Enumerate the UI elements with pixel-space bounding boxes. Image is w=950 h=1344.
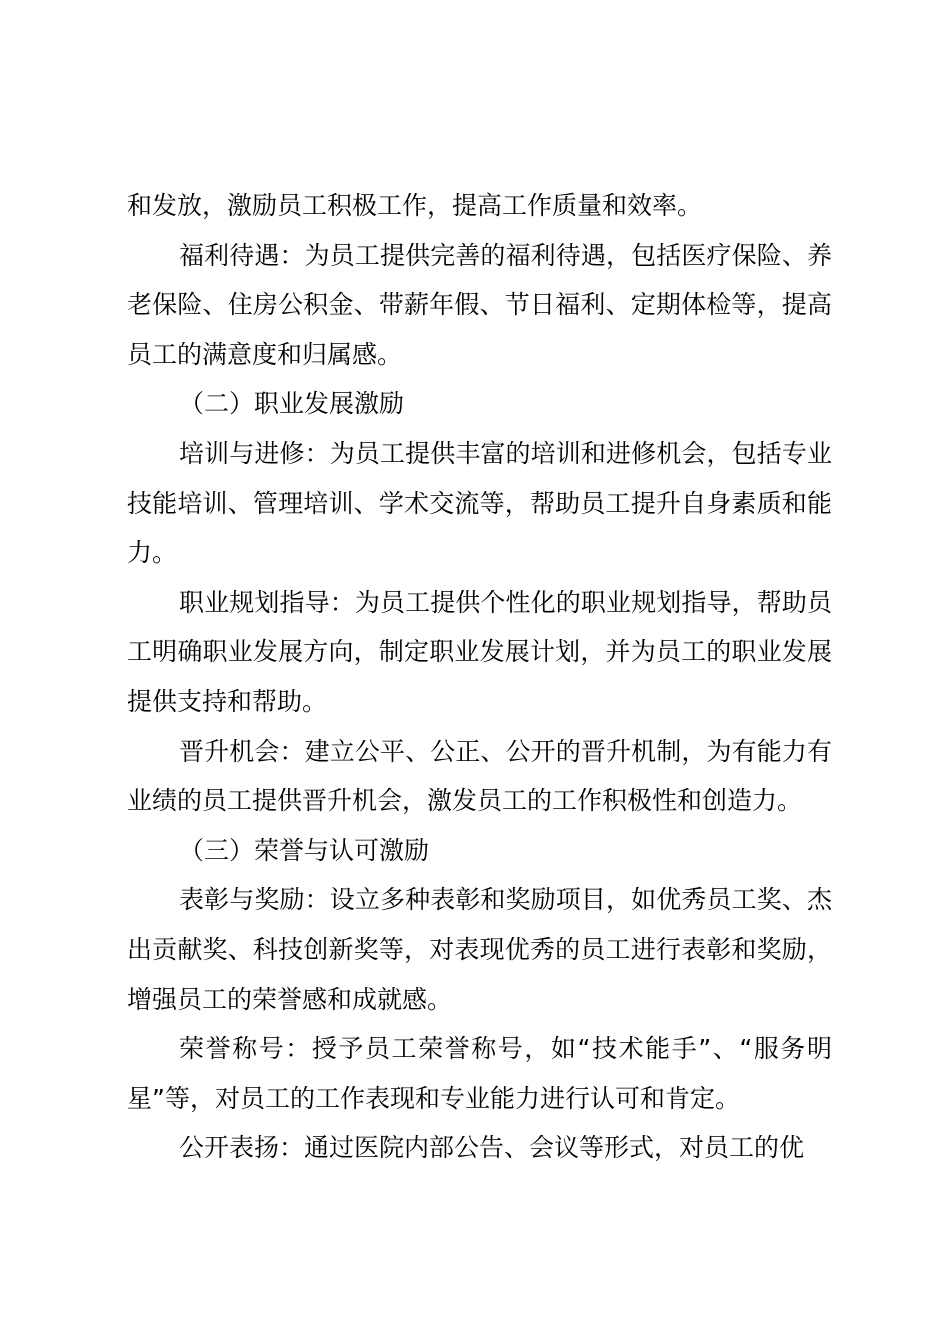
paragraph-training: 培训与进修：为员工提供丰富的培训和进修机会，包括专业技能培训、管理培训、学术交流等，帮助员工提升自身素质和能力。: [127, 438, 832, 568]
paragraph-career-planning: 职业规划指导：为员工提供个性化的职业规划指导，帮助员工明确职业发展方向，制定职业发展计划，并为员工的职业发展提供支持和帮助。: [127, 587, 832, 716]
paragraph-promotion: 晋升机会：建立公平、公正、公开的晋升机制，为有能力有业绩的员工提供晋升机会，激发员工的工作积极性和创造力。: [127, 736, 832, 816]
section-heading-career-development: （二）职业发展激励: [179, 389, 405, 419]
paragraph-commendation: 表彰与奖励：设立多种表彰和奖励项目，如优秀员工奖、杰出贡献奖、科技创新奖等，对表现优秀的员工进行表彰和奖励，增强员工的荣誉感和成就感。: [127, 885, 832, 1014]
paragraph-public-praise: 公开表扬：通过医院内部公告、会议等形式，对员工的优: [179, 1133, 805, 1163]
document-body: [127, 181, 832, 1173]
paragraph-welfare: 福利待遇：为员工提供完善的福利待遇，包括医疗保险、养老保险、住房公积金、带薪年假、节日福利、定期体检等，提高员工的满意度和归属感。: [127, 240, 832, 369]
paragraph-continuation: 和发放，激励员工积极工作，提高工作质量和效率。: [127, 191, 703, 220]
paragraph-honorary-titles: 荣誉称号：授予员工荣誉称号，如“技术能手”、“服务明星”等，对员工的工作表现和专业能力进行认可和肯定。: [127, 1034, 832, 1113]
section-heading-honor-recognition: （三）荣誉与认可激励: [179, 835, 430, 865]
